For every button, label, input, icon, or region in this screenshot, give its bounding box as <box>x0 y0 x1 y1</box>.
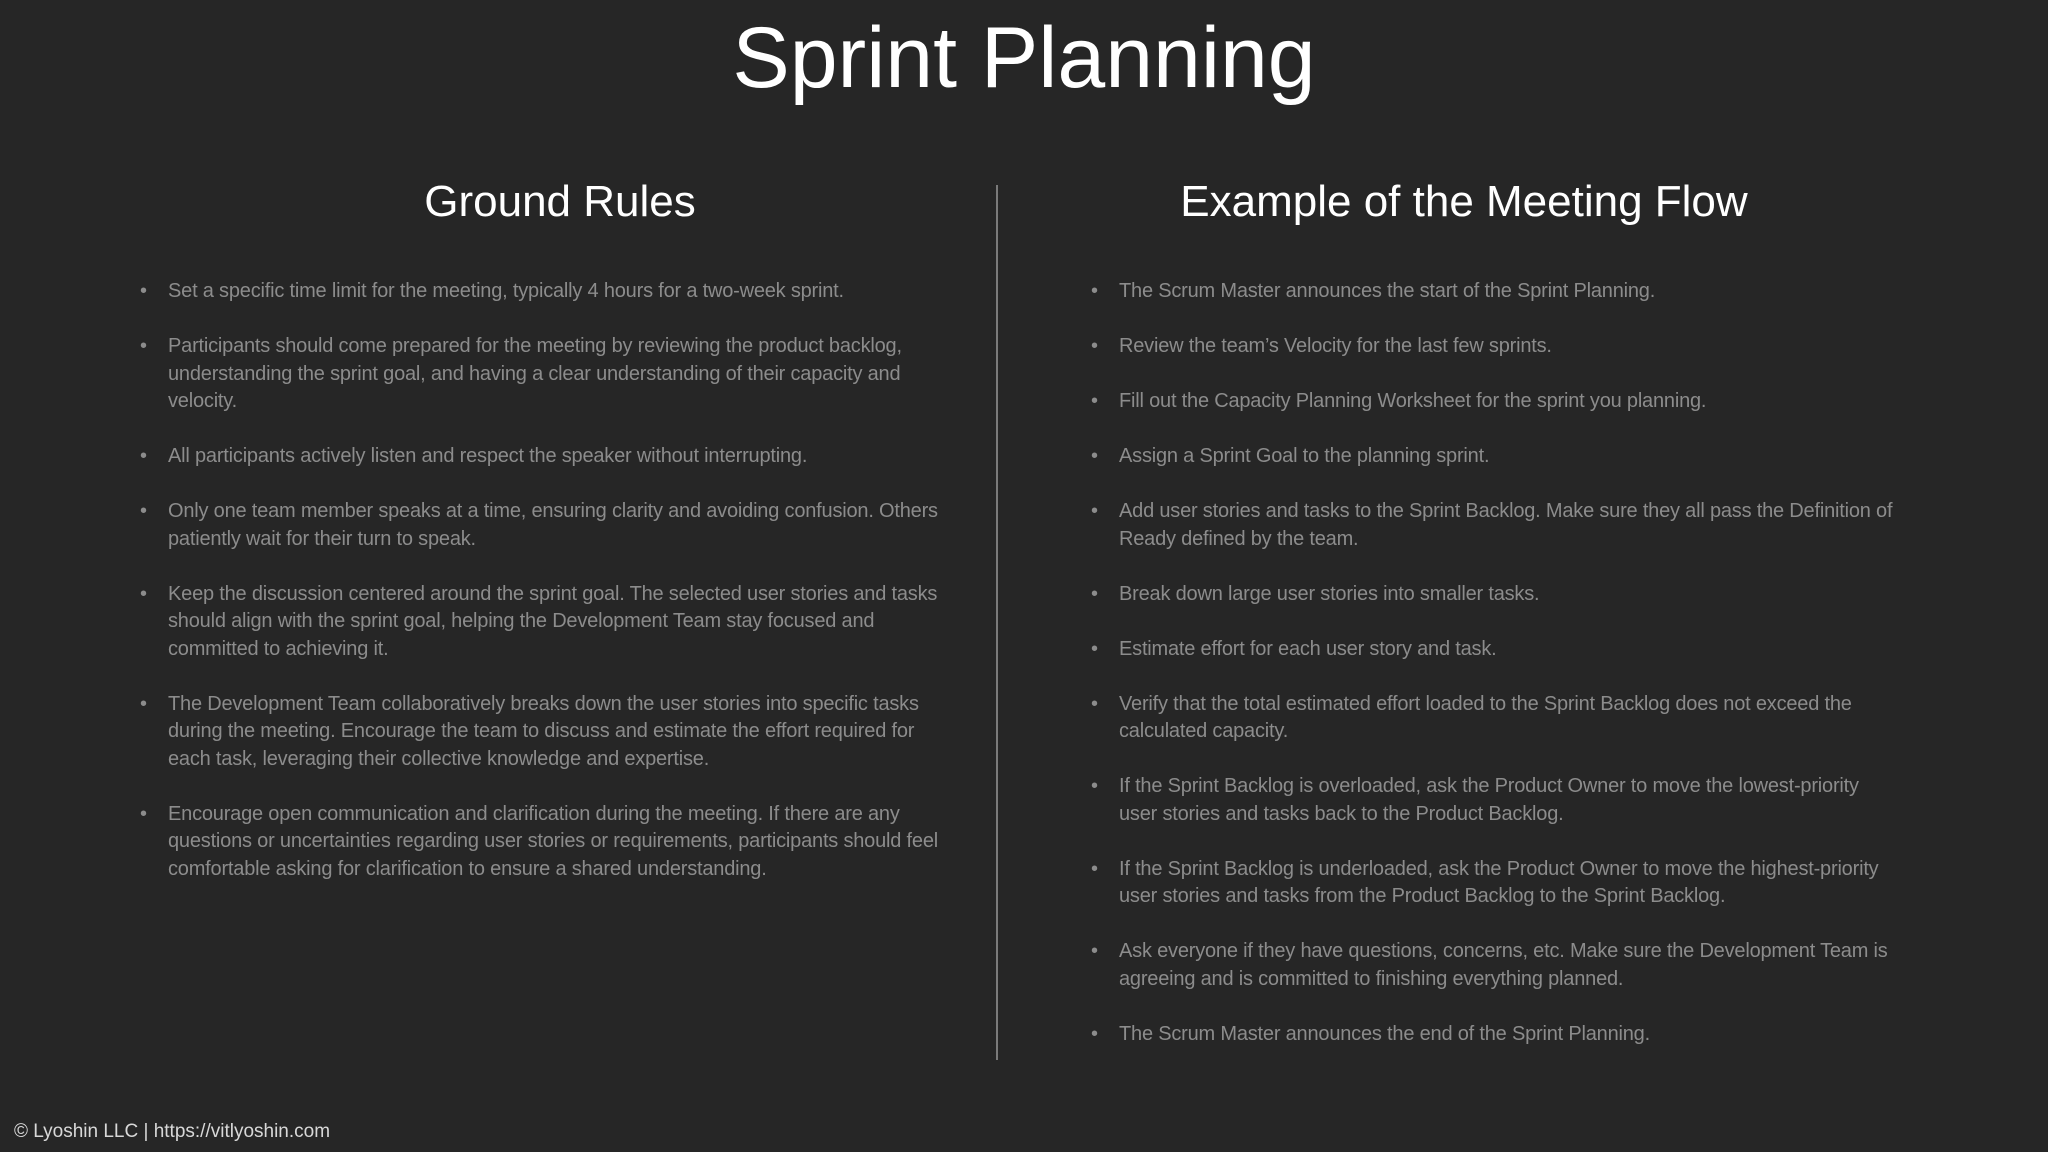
list-item-text: All participants actively listen and respect the speaker without interrupting. <box>168 445 808 467</box>
bullet-icon: • <box>140 582 147 605</box>
list-item-text: If the Sprint Backlog is underloaded, ask the Product Owner to move the highest-priority user stories and tasks from the Product Backlog to the Sprint Backlog. <box>1119 857 1879 907</box>
list-item-text: The Scrum Master announces the start of the Sprint Planning. <box>1119 280 1656 302</box>
list-item <box>136 498 956 553</box>
list-item-text: Break down large user stories into smaller tasks. <box>1119 582 1540 605</box>
list-item <box>1087 498 1897 553</box>
bullet-icon: • <box>1091 1022 1098 1045</box>
list-item-text: The Scrum Master announces the end of the Sprint Planning. <box>1119 1022 1650 1045</box>
list-item <box>1087 938 1897 993</box>
list-item <box>136 333 956 416</box>
bullet-icon: • <box>140 445 147 467</box>
list-item-text: Keep the discussion centered around the sprint goal. The selected user stories and tasks should align with the sprint goal, helping the Development Team stay focused and committed to achieving it. <box>168 582 938 660</box>
list-item <box>1087 333 1897 361</box>
list-item <box>1087 856 1897 911</box>
list-item-text: Add user stories and tasks to the Sprint Backlog. Make sure they all pass the Definition of Ready defined by the team. <box>1119 500 1893 550</box>
list-item-text: Review the team’s Velocity for the last few sprints. <box>1119 335 1552 357</box>
bullet-icon: • <box>1091 637 1098 660</box>
bullet-icon: • <box>1091 857 1098 880</box>
list-item <box>1087 581 1897 609</box>
list-item <box>136 443 956 471</box>
list-item-text: Fill out the Capacity Planning Worksheet for the sprint you planning. <box>1119 390 1707 412</box>
ground-rules-list <box>136 278 956 911</box>
meeting-flow-list <box>1087 278 1897 1076</box>
column-divider <box>996 185 998 1060</box>
list-item-text: The Development Team collaboratively breaks down the user stories into specific tasks during the meeting. Encourage the team to discuss and estimate the effort required for each task, leveraging their collective knowledge and expertise. <box>168 692 919 770</box>
bullet-icon: • <box>140 335 147 357</box>
list-item <box>136 581 956 664</box>
list-item-text: Estimate effort for each user story and task. <box>1119 637 1497 660</box>
list-item-text: If the Sprint Backlog is overloaded, ask the Product Owner to move the lowest-priority user stories and tasks back to the Product Backlog. <box>1119 775 1859 825</box>
ground-rules-heading: Ground Rules <box>424 177 696 226</box>
bullet-icon: • <box>1091 940 1098 962</box>
bullet-icon: • <box>1091 775 1098 797</box>
bullet-icon: • <box>140 280 147 302</box>
list-item <box>1087 388 1897 416</box>
bullet-icon: • <box>1091 692 1098 715</box>
list-item <box>136 801 956 884</box>
bullet-icon: • <box>1091 390 1098 412</box>
list-item <box>1087 278 1897 306</box>
bullet-icon: • <box>1091 280 1098 302</box>
bullet-icon: • <box>1091 335 1098 357</box>
list-item <box>136 278 956 306</box>
list-item-text: Assign a Sprint Goal to the planning sprint. <box>1119 445 1490 467</box>
list-item <box>1087 443 1897 471</box>
list-item <box>1087 636 1897 664</box>
meeting-flow-heading: Example of the Meeting Flow <box>1180 177 1748 226</box>
list-item-text: Participants should come prepared for the meeting by reviewing the product backlog, understanding the sprint goal, and having a clear understanding of their capacity and velocity. <box>168 335 902 412</box>
bullet-icon: • <box>1091 500 1098 522</box>
bullet-icon: • <box>140 692 147 715</box>
list-item-text: Verify that the total estimated effort loaded to the Sprint Backlog does not exceed the calculated capacity. <box>1119 692 1852 742</box>
list-item <box>1087 773 1897 828</box>
bullet-icon: • <box>1091 445 1098 467</box>
bullet-icon: • <box>140 802 147 825</box>
list-item-text: Only one team member speaks at a time, ensuring clarity and avoiding confusion. Others patiently wait for their turn to speak. <box>168 500 938 550</box>
list-item <box>1087 691 1897 746</box>
bullet-icon: • <box>1091 582 1098 605</box>
bullet-icon: • <box>140 500 147 522</box>
list-item <box>1087 1021 1897 1049</box>
slide-title: Sprint Planning <box>732 10 1316 106</box>
copyright-footer: © Lyoshin LLC | https://vitlyoshin.com <box>14 1121 331 1142</box>
list-item <box>136 691 956 774</box>
list-item-text: Encourage open communication and clarification during the meeting. If there are any questions or uncertainties regarding user stories or requirements, participants should feel comfortable asking for clarification to ensure a shared understanding. <box>168 802 938 880</box>
list-item-text: Ask everyone if they have questions, concerns, etc. Make sure the Development Team is agreeing and is committed to finishing everything planned. <box>1119 940 1888 990</box>
list-item-text: Set a specific time limit for the meeting, typically 4 hours for a two-week sprint. <box>168 280 844 302</box>
